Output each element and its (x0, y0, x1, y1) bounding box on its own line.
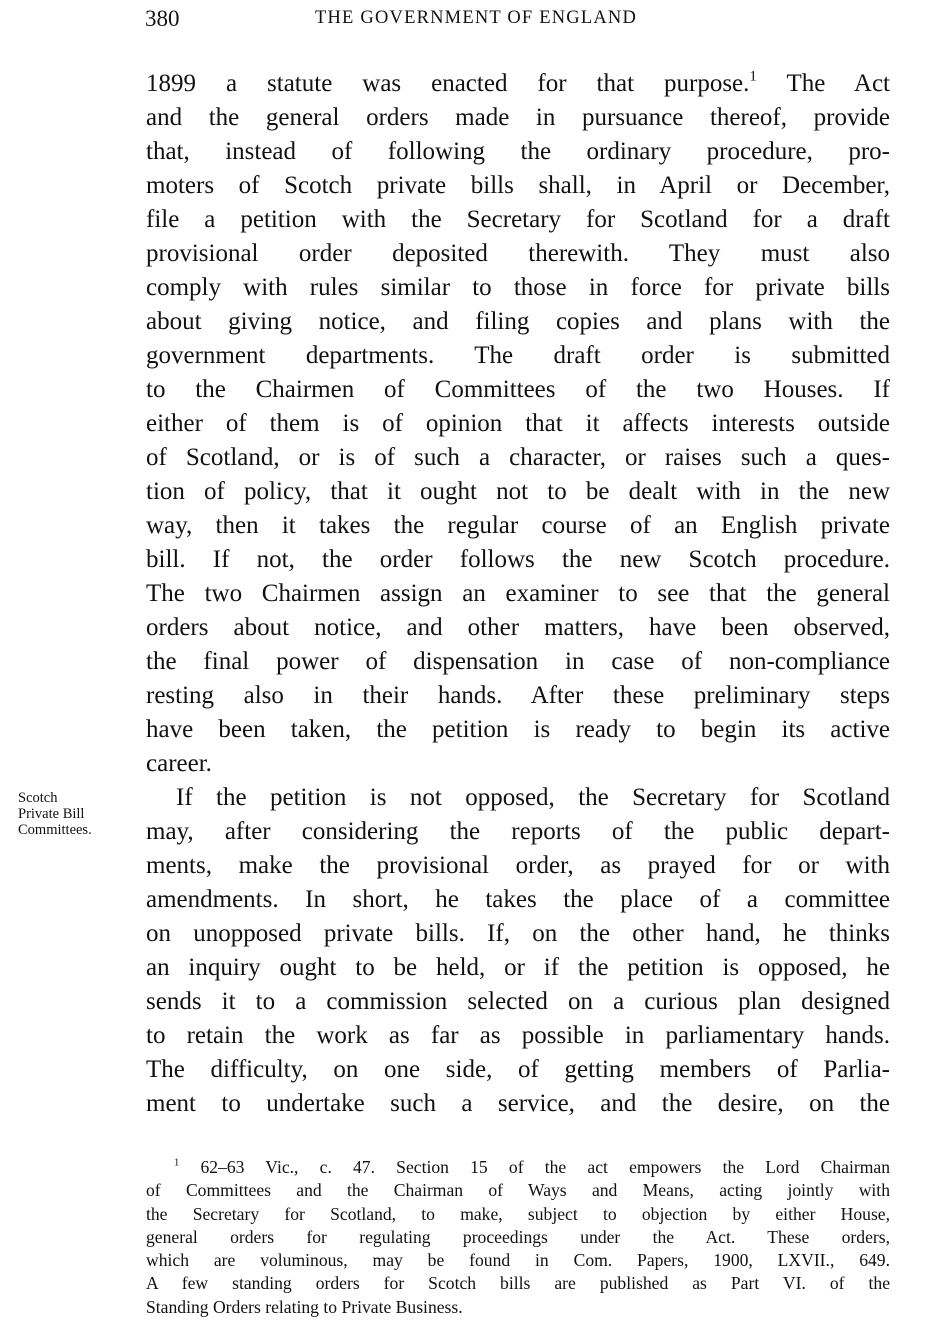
body-line: way, then it takes the regular course of an English private (146, 512, 890, 539)
footnote-line: A few standing orders for Scotch bills are published as Part VI. of the (146, 1273, 890, 1294)
body-line: resting also in their hands. After these preliminary steps (146, 682, 890, 709)
margin-note-line: Committees. (18, 822, 92, 838)
footnote-line: the Secretary for Scotland, to make, subject to objection by either House, (146, 1203, 890, 1224)
body-line: about giving notice, and filing copies and plans with the (146, 308, 890, 335)
body-line: to the Chairmen of Committees of the two Houses. If (146, 376, 890, 403)
body-text (146, 67, 890, 1121)
body-line: moters of Scotch private bills shall, in April or December, (146, 172, 890, 199)
footnote-line: general orders for regulating proceedings under the Act. These orders, (146, 1226, 890, 1247)
body-line-text: 1899 a statute was enacted for that purpose. (146, 70, 750, 97)
body-line: may, after considering the reports of the public depart- (146, 818, 890, 845)
footnotes (146, 1156, 890, 1319)
body-line: The two Chairmen assign an examiner to see that the general (146, 580, 890, 607)
margin-note-line: Scotch (18, 790, 58, 806)
body-line: If the petition is not opposed, the Secretary for Scotland (176, 784, 890, 811)
body-line-tail: The Act (786, 70, 890, 97)
body-line: tion of policy, that it ought not to be dealt with in the new (146, 478, 890, 505)
running-title: THE GOVERNMENT OF ENGLAND (315, 8, 638, 28)
body-line: provisional order deposited therewith. They must also (146, 240, 890, 267)
margin-note-line: Private Bill (18, 806, 85, 822)
body-line: The difficulty, on one side, of getting members of Parlia- (146, 1056, 890, 1083)
body-line: ments, make the provisional order, as prayed for or with (146, 852, 890, 879)
body-line: government departments. The draft order is submitted (146, 342, 890, 369)
body-line: orders about notice, and other matters, have been observed, (146, 614, 890, 641)
body-line: and the general orders made in pursuance thereof, provide (146, 104, 890, 131)
body-line: that, instead of following the ordinary procedure, pro- (146, 138, 890, 165)
footnote-line: which are voluminous, may be found in Com. Papers, 1900, LXVII., 649. (146, 1250, 890, 1271)
body-line: either of them is of opinion that it affects interests outside (146, 410, 890, 437)
footnote-line-text: 62–63 Vic., c. 47. Section 15 of the act empowers the Lord Chairman (200, 1157, 890, 1177)
margin-note (18, 790, 138, 838)
footnote-marker: 1 (174, 1157, 180, 1169)
body-line: of Scotland, or is of such a character, or raises such a ques- (146, 444, 890, 471)
footnote-line: of Committees and the Chairman of Ways and Means, acting jointly with (146, 1180, 890, 1201)
body-line: the final power of dispensation in case of non-compliance (146, 648, 890, 675)
footnote-line: Standing Orders relating to Private Business. (146, 1296, 463, 1317)
body-line: ment to undertake such a service, and the desire, on the (146, 1090, 890, 1117)
body-line: bill. If not, the order follows the new Scotch procedure. (146, 546, 890, 573)
body-line: to retain the work as far as possible in parliamentary hands. (146, 1022, 890, 1049)
body-line: file a petition with the Secretary for Scotland for a draft (146, 206, 890, 233)
body-line: comply with rules similar to those in force for private bills (146, 274, 890, 301)
body-line: an inquiry ought to be held, or if the petition is opposed, he (146, 954, 890, 981)
body-line (146, 67, 890, 101)
body-line: have been taken, the petition is ready to begin its active (146, 716, 890, 743)
body-line: on unopposed private bills. If, on the other hand, he thinks (146, 920, 890, 947)
footnote-ref: 1 (749, 68, 757, 85)
body-line: amendments. In short, he takes the place of a committee (146, 886, 890, 913)
page-number: 380 (145, 6, 180, 31)
footnote-line (146, 1156, 890, 1179)
body-line: career. (146, 750, 212, 777)
body-line: sends it to a commission selected on a curious plan designed (146, 988, 890, 1015)
running-header (145, 6, 890, 36)
